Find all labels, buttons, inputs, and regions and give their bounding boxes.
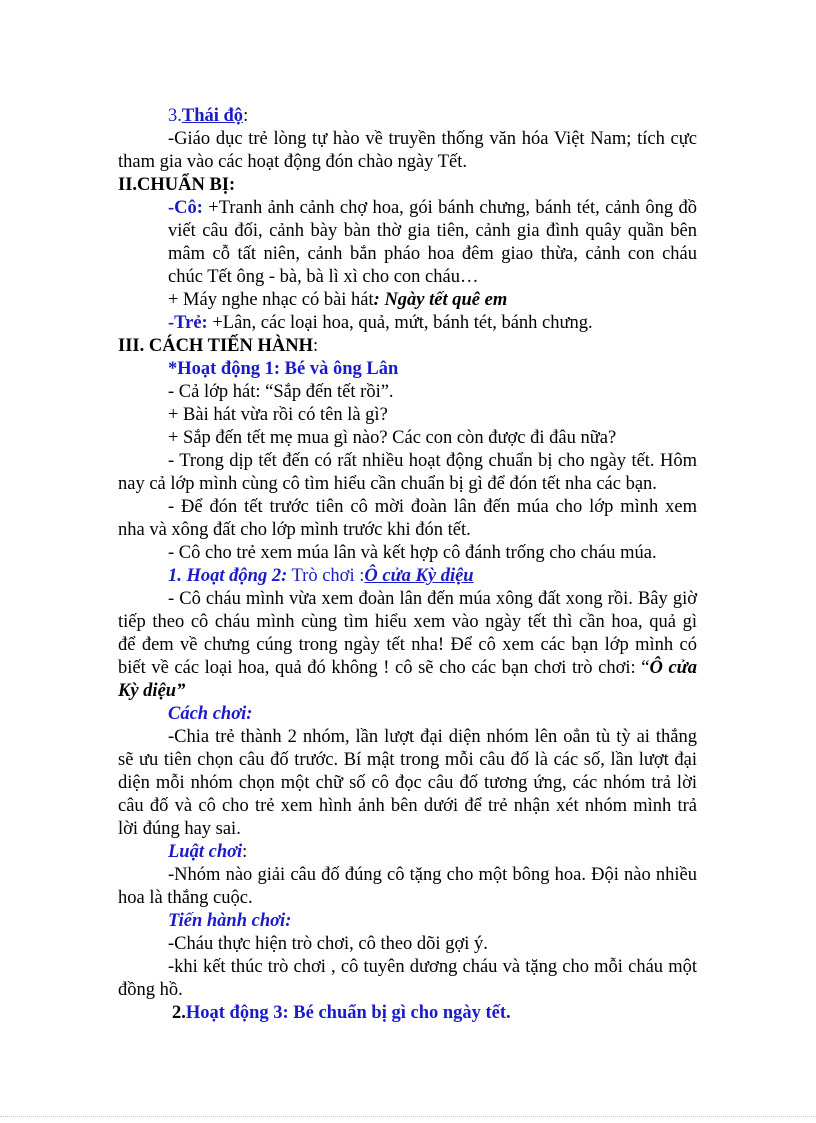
activity-1-line-3: + Sắp đến tết mẹ mua gì nào? Các con còn được đi đâu nữa? bbox=[168, 428, 617, 448]
procedure-title: Tiến hành chơi: bbox=[168, 911, 292, 931]
page-bottom-divider bbox=[0, 1116, 816, 1117]
activity-2-mid: Trò chơi : bbox=[287, 566, 365, 586]
child-prep-line bbox=[168, 312, 697, 335]
how-to-play-line-4: câu đố và cô cho trẻ xem hình ảnh bên dưới để trẻ nhận xét nhóm mình trả bbox=[118, 796, 697, 816]
activity-1-title: *Hoạt động 1: Bé và ông Lân bbox=[168, 359, 399, 379]
child-prep-text: +Lân, các loại hoa, quả, mứt, bánh tét, bánh chưng. bbox=[207, 313, 593, 333]
rules-line-1: -Nhóm nào giải câu đố đúng cô tặng cho một bông hoa. Đội nào nhiều bbox=[168, 865, 697, 885]
teacher-prep-line-2: viết câu đối, cảnh bày bàn thờ gia tiên, cảnh gia đình quây quần bên bbox=[168, 221, 697, 241]
game-intro-line-5: Kỳ diệu” bbox=[118, 681, 186, 701]
teacher-label: -Cô: bbox=[168, 198, 203, 218]
process-heading bbox=[118, 335, 697, 358]
attitude-line-1: -Giáo dục trẻ lòng tự hào về truyền thống văn hóa Việt Nam; tích cực bbox=[168, 129, 697, 149]
teacher-prep-line-1 bbox=[168, 197, 697, 220]
teacher-prep-line-3: mâm cỗ tất niên, cảnh bắn pháo hoa đêm giao thừa, cảnh con cháu bbox=[168, 244, 697, 264]
rules-colon: : bbox=[242, 842, 248, 862]
teacher-prep-line-4: chúc Tết ông - bà, bà lì xì cho con cháu… bbox=[168, 267, 479, 287]
process-heading-colon: : bbox=[312, 336, 319, 356]
activity-1-line-5a: - Để đón tết trước tiên cô mời đoàn lân đến múa cho lớp mình xem bbox=[168, 497, 697, 517]
activity-1-line-4b: nay cả lớp mình cùng cô tìm hiểu cần chuẩn bị gì để đón tết nha các bạn. bbox=[118, 474, 657, 494]
how-to-play-title: Cách chơi: bbox=[168, 704, 253, 724]
process-heading-text: III. CÁCH TIẾN HÀNH bbox=[118, 336, 313, 356]
rules-title bbox=[168, 841, 697, 864]
activity-2-prefix: 1. Hoạt động 2: bbox=[168, 566, 288, 586]
activity-1-line-6: - Cô cho trẻ xem múa lân và kết hợp cô đánh trống cho cháu múa. bbox=[168, 543, 657, 563]
activity-2-title bbox=[168, 565, 697, 588]
game-intro-line-4 bbox=[118, 657, 697, 680]
rules-title-text: Luật chơi bbox=[168, 842, 243, 862]
section-3-heading bbox=[168, 105, 697, 128]
procedure-line-2b: đồng hồ. bbox=[118, 980, 183, 1000]
activity-1-line-4a: - Trong dịp tết đến có rất nhiều hoạt động chuẩn bị cho ngày tết. Hôm bbox=[168, 451, 697, 471]
activity-3-text: Hoạt động 3: Bé chuẩn bị gì cho ngày tết. bbox=[185, 1003, 511, 1023]
preparation-heading: II.CHUẨN BỊ: bbox=[118, 175, 236, 195]
attitude-line-2: tham gia vào các hoạt động đón chào ngày Tết. bbox=[118, 152, 467, 172]
activity-3-title bbox=[172, 1002, 697, 1025]
activity-1-line-5b: nha và xông đất cho lớp mình trước khi đón tết. bbox=[118, 520, 471, 540]
music-prefix: + Máy nghe nhạc có bài hát bbox=[168, 290, 374, 310]
child-label: -Trẻ: bbox=[168, 313, 208, 333]
game-intro-line-2: tiếp theo cô cháu mình cùng tìm hiểu xem vào ngày tết thì cần hoa, quả gì bbox=[118, 612, 697, 632]
section-number: 3. bbox=[168, 106, 182, 126]
how-to-play-line-3: diện mỗi nhóm chọn một chữ số cô đọc câu đố tương ứng, các nhóm trả lời bbox=[118, 773, 697, 793]
section-title: Thái độ bbox=[181, 106, 244, 126]
game-intro-text: biết về các loại hoa, quả đó không ! cô sẽ cho các bạn chơi trò chơi: “ bbox=[118, 658, 650, 678]
game-intro-line-3: để đem về chưng cúng trong ngày tết nha! Để cô xem các bạn lớp mình có bbox=[118, 635, 697, 655]
game-intro-line-1: - Cô cháu mình vừa xem đoàn lân đến múa xông đất xong rồi. Bây giờ bbox=[168, 589, 697, 609]
how-to-play-line-2: sẽ ưu tiên chọn câu đố trước. Bí mật trong mỗi câu đố là các số, lần lượt đại bbox=[118, 750, 697, 770]
procedure-line-2a: -khi kết thúc trò chơi , cô tuyên dương cháu và tặng cho mỗi cháu một bbox=[168, 957, 697, 977]
song-title: : Ngày tết quê em bbox=[373, 290, 508, 310]
activity-3-number: 2. bbox=[172, 1003, 186, 1023]
teacher-prep-text: +Tranh ảnh cảnh chợ hoa, gói bánh chưng, bánh tét, cảnh ông đồ bbox=[202, 198, 697, 218]
procedure-line-1: -Cháu thực hiện trò chơi, cô theo dõi gợi ý. bbox=[168, 934, 488, 954]
activity-1-line-2: + Bài hát vừa rồi có tên là gì? bbox=[168, 405, 388, 425]
how-to-play-line-5: lời đúng hay sai. bbox=[118, 819, 241, 839]
section-colon: : bbox=[243, 106, 249, 126]
game-name: Ô cửa Kỳ diệu bbox=[364, 566, 474, 586]
music-prep-line bbox=[168, 289, 697, 312]
how-to-play-line-1: -Chia trẻ thành 2 nhóm, lần lượt đại diện nhóm lên oẳn tù tỳ ai thắng bbox=[168, 727, 697, 747]
activity-1-line-1: - Cả lớp hát: “Sắp đến tết rồi”. bbox=[168, 382, 394, 402]
game-name-inline: Ô cửa bbox=[649, 658, 697, 678]
rules-line-2: hoa là thắng cuộc. bbox=[118, 888, 253, 908]
